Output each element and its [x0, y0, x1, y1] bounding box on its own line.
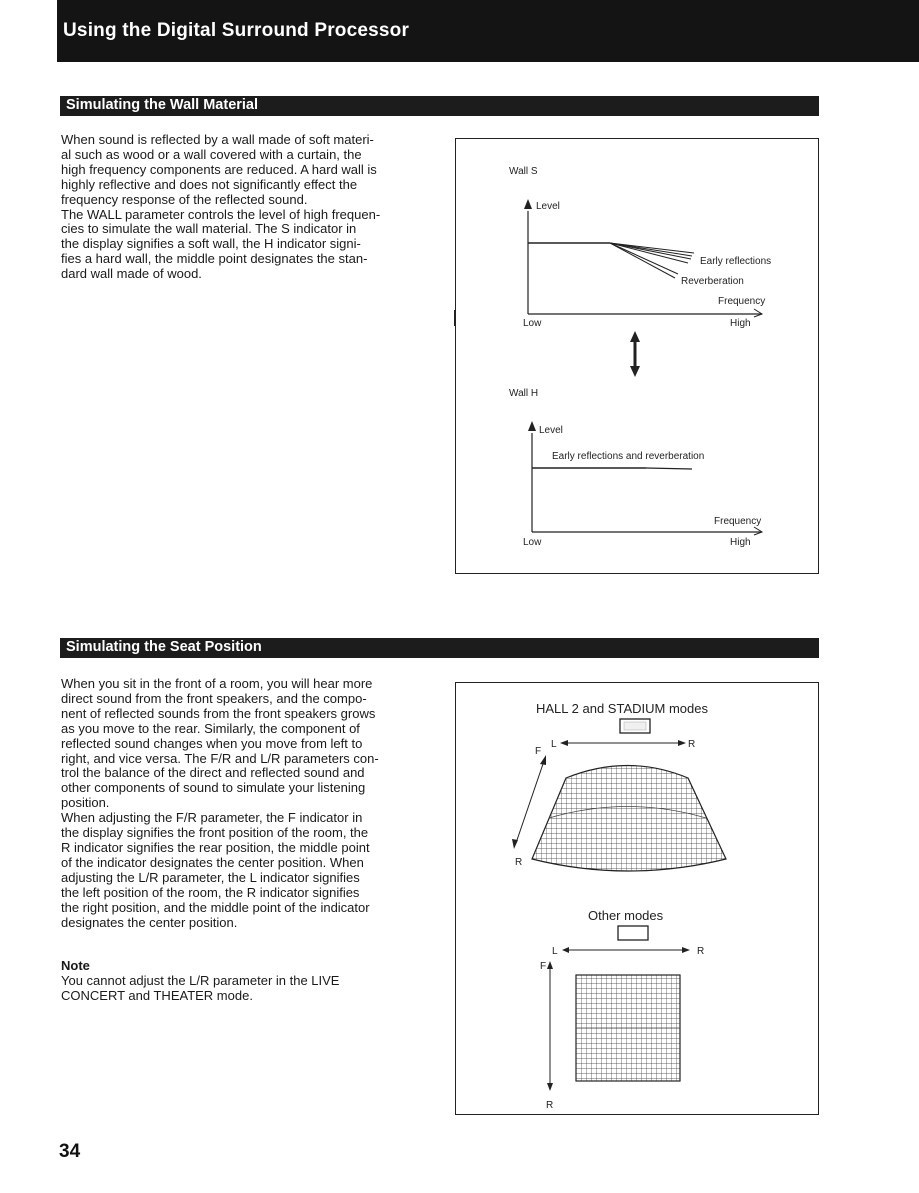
- wall-frequency-diagram: [456, 139, 818, 573]
- seat-position-body-text: [61, 677, 379, 1004]
- text-line: When adjusting the F/R parameter, the F indicator in: [61, 810, 363, 826]
- text-line: high frequency components are reduced. A hard wall is: [61, 161, 377, 177]
- text-line: position.: [61, 795, 110, 811]
- hall-lr-arrow-right: [678, 740, 686, 746]
- wall-s-reverb-curve-1: [610, 243, 678, 274]
- note-line: You cannot adjust the L/R parameter in the LIVE: [61, 973, 340, 989]
- wall-s-level-label: Level: [536, 201, 560, 212]
- text-line: The WALL parameter controls the level of high frequen-: [61, 206, 381, 222]
- other-F-label: F: [540, 961, 547, 972]
- wall-s-low-label: Low: [523, 318, 542, 329]
- text-line: trol the balance of the direct and reflected sound and: [61, 765, 365, 781]
- wall-s-frequency-arrow: [754, 309, 762, 317]
- other-fr-arrow-front: [547, 961, 553, 969]
- text-line: right, and vice versa. The F/R and L/R parameters con-: [61, 750, 379, 766]
- text-line: cies to simulate the wall material. The S indicator in: [61, 221, 357, 237]
- text-line: adjusting the L/R parameter, the L indicator signifies: [61, 869, 360, 885]
- text-line: as you move to the rear. Similarly, the component of: [61, 720, 360, 736]
- hall-lr-arrow-left: [560, 740, 568, 746]
- text-line: of the indicator designates the center position. When: [61, 854, 364, 870]
- display-indicator-fill: [624, 722, 646, 730]
- section-heading-seat-position: [60, 638, 819, 658]
- text-line: the display signifies the front position of the room, the: [61, 825, 369, 841]
- panel-side-mark-left: [454, 310, 455, 326]
- section-heading-wall-material: [60, 96, 819, 116]
- text-line: reflected sound changes when you move from left to: [61, 735, 363, 751]
- wall-h-curve-tail: [646, 468, 692, 469]
- note-line: CONCERT and THEATER mode.: [61, 988, 253, 1004]
- text-line: the display signifies a soft wall, the H indicator signi-: [61, 236, 361, 252]
- panel-side-mark-right: [818, 310, 819, 326]
- section-heading-label: Simulating the Seat Position: [66, 639, 262, 655]
- wall-s-early-curve-4: [610, 243, 688, 263]
- section-heading-label: Simulating the Wall Material: [66, 97, 259, 113]
- other-lr-arrow-left: [562, 947, 569, 953]
- hall-fr-arrow-rear: [512, 839, 518, 849]
- seat-position-diagram: [456, 683, 818, 1114]
- text-line: R indicator signifies the rear position, the middle point: [61, 839, 370, 855]
- page-header-title: Using the Digital Surround Processor: [63, 20, 410, 41]
- hall-R-rear-label: R: [515, 857, 523, 868]
- other-modes-title: Other modes: [588, 908, 664, 923]
- hall-F-label: F: [535, 746, 542, 757]
- page-number: 34: [59, 1141, 81, 1162]
- wall-h-frequency-arrow: [754, 527, 762, 535]
- text-line: highly reflective and does not significantly effect the: [61, 176, 358, 192]
- wall-h-combined-label: Early reflections and reverberation: [552, 451, 705, 462]
- hall-R-label: R: [688, 739, 696, 750]
- display-indicator-icon-2: [618, 926, 648, 940]
- wall-h-level-arrow: [528, 421, 536, 431]
- text-line: the right position, and the middle point of the indicator: [61, 899, 370, 915]
- text-line: al such as wood or a wall covered with a curtain, the: [61, 146, 362, 162]
- wall-h-frequency-label: Frequency: [714, 516, 762, 527]
- wall-s-title: Wall S: [509, 166, 538, 177]
- wall-s-level-arrow: [524, 199, 532, 209]
- text-line: frequency response of the reflected sound.: [61, 191, 308, 207]
- text-line: designates the center position.: [61, 914, 238, 930]
- text-line: When you sit in the front of a room, you will hear more: [61, 676, 373, 691]
- other-R-rear-label: R: [546, 1100, 554, 1111]
- wall-s-frequency-label: Frequency: [718, 296, 766, 307]
- double-arrow-down: [630, 366, 640, 377]
- wall-h-low-label: Low: [523, 537, 542, 548]
- wall-h-title: Wall H: [509, 388, 539, 399]
- page-header-banner: [57, 0, 919, 62]
- wall-h-level-label: Level: [539, 425, 563, 436]
- other-L-label: L: [552, 946, 558, 957]
- other-fr-arrow-rear: [547, 1083, 553, 1091]
- wall-material-figure: [455, 138, 819, 574]
- text-line: nent of reflected sounds from the front speakers grows: [61, 705, 376, 721]
- note-title: Note: [61, 958, 90, 974]
- hall-fr-axis: [516, 761, 544, 843]
- wall-h-high-label: High: [730, 537, 751, 548]
- wall-material-body-text: [61, 133, 380, 282]
- text-line: dard wall made of wood.: [61, 266, 202, 282]
- text-line: the left position of the room, the R indicator signifies: [61, 884, 360, 900]
- text-line: fies a hard wall, the middle point designates the stan-: [61, 251, 368, 267]
- wall-s-early-label: Early reflections: [700, 256, 772, 267]
- hall-seating-area: [532, 766, 726, 872]
- seat-position-figure: [455, 682, 819, 1115]
- text-line: When sound is reflected by a wall made of soft materi-: [61, 132, 374, 147]
- text-line: direct sound from the front speakers, and the compo-: [61, 690, 367, 706]
- wall-s-reverb-label: Reverberation: [681, 276, 744, 287]
- hall-stadium-title: HALL 2 and STADIUM modes: [536, 701, 708, 716]
- hall-L-label: L: [551, 739, 557, 750]
- wall-s-high-label: High: [730, 318, 751, 329]
- other-lr-arrow-right: [682, 947, 690, 953]
- double-arrow-up: [630, 331, 640, 342]
- other-R-label: R: [697, 946, 705, 957]
- text-line: other components of sound to simulate your listening: [61, 780, 366, 796]
